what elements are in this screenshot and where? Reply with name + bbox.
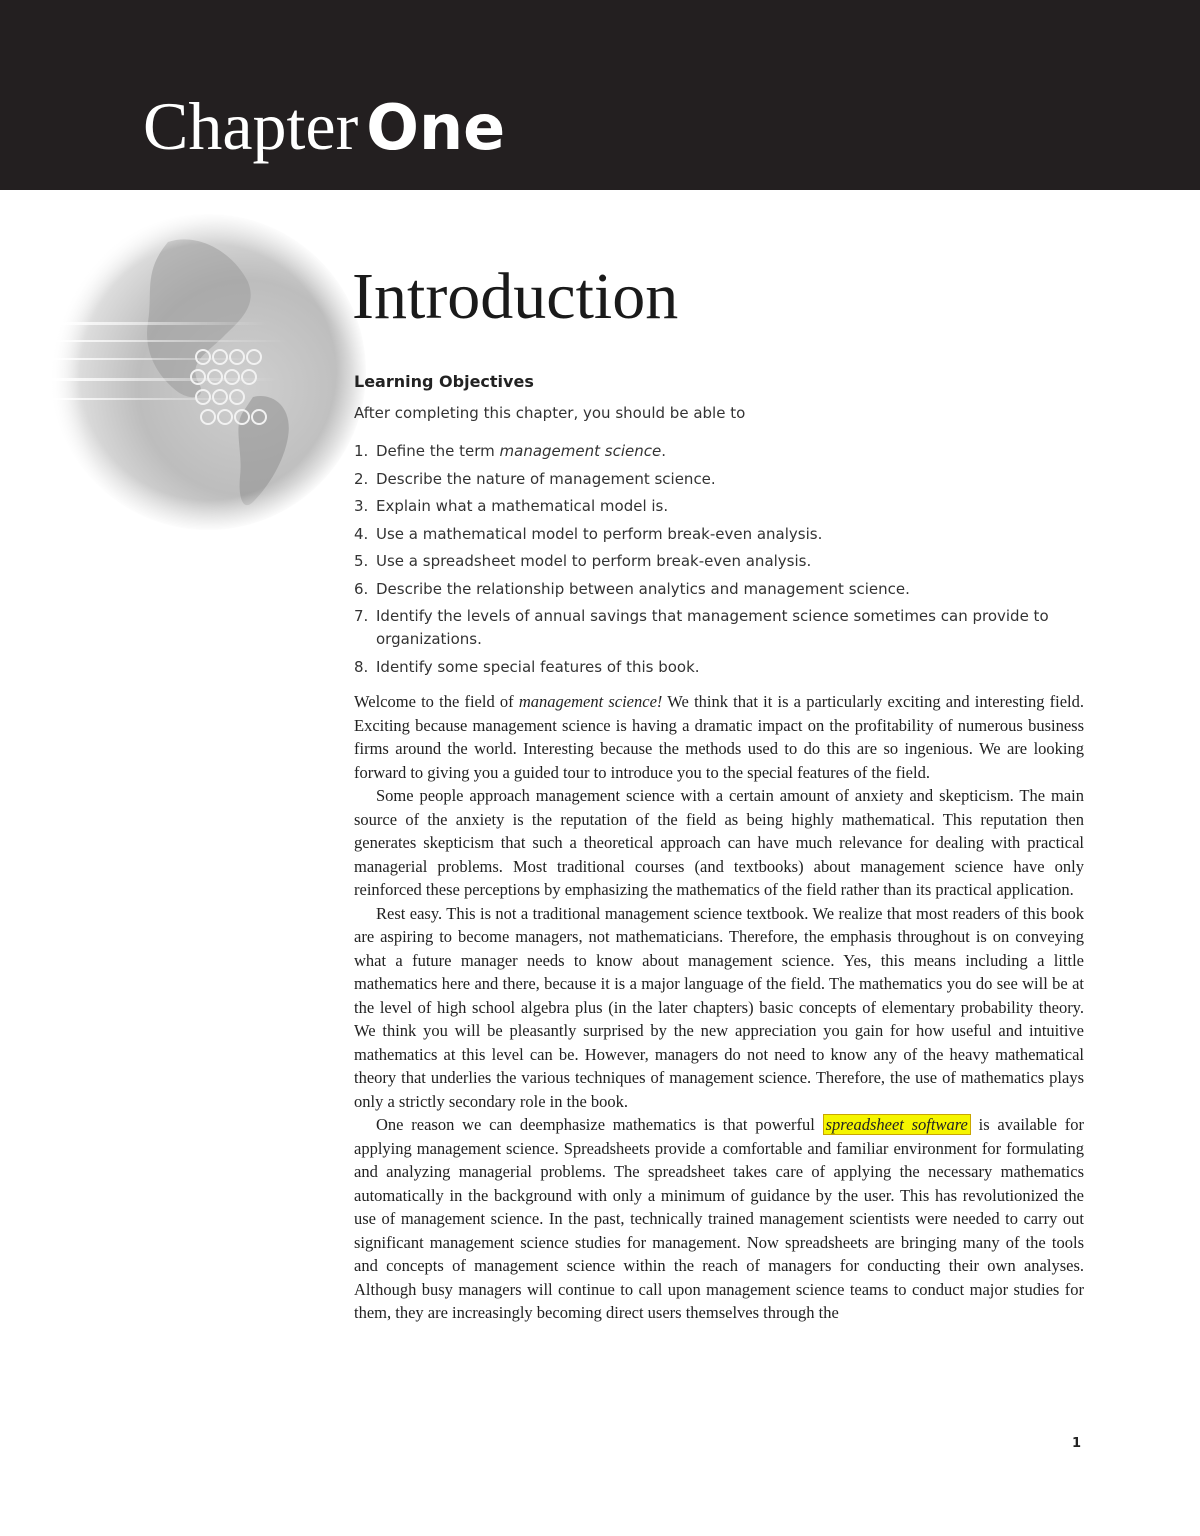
page-number: 1 xyxy=(1072,1436,1082,1451)
globe-image xyxy=(48,212,368,532)
objective-item xyxy=(354,578,1074,601)
objective-item xyxy=(354,605,1074,651)
objective-term: management science xyxy=(499,442,662,460)
objective-item xyxy=(354,523,1074,546)
objective-text: Describe the relationship between analytics and management science. xyxy=(376,579,910,598)
objective-text: Use a spreadsheet model to perform break-even analysis. xyxy=(376,552,812,570)
objective-text: Use a mathematical model to perform break-even analysis. xyxy=(376,524,823,543)
objective-number: 1. xyxy=(354,442,369,460)
section-title: Introduction xyxy=(352,260,679,333)
objective-number: 4. xyxy=(354,524,369,543)
objective-text: Identify some special features of this book. xyxy=(376,657,700,676)
objectives-heading: Learning Objectives xyxy=(354,372,534,391)
objective-text: Identify the levels of annual savings that management science sometimes can provide to organizations. xyxy=(376,607,1049,648)
chapter-number: One xyxy=(366,91,506,164)
objective-item xyxy=(354,468,1074,491)
objective-text: Describe the nature of management science. xyxy=(376,469,716,488)
globe-edge-fade xyxy=(48,212,368,532)
objective-number: 3. xyxy=(354,497,369,515)
objectives-lead: After completing this chapter, you should be able to xyxy=(354,404,746,422)
objective-item xyxy=(354,656,1074,679)
emphasis-term: management science! xyxy=(518,692,663,711)
chapter-word: Chapter xyxy=(143,88,359,164)
paragraph-1 xyxy=(354,690,1084,784)
highlighted-term: spreadsheet software xyxy=(823,1114,971,1135)
paragraph-text: is available for applying management science. Spreadsheets provide a comfortable and familiar environment for formulating and analyzing managerial problems. The spreadsheet takes care of applying the necessary mathematics automatically in the background with only a minimum of guidance by the user. This has revolutionized the use of management science. In the past, technically trained management scientists were needed to carry out significant management science studies for management. Now spreadsheets are bringing many of the tools and concepts of management science within the reach of managers for conducting their own analyses. Although busy managers will continue to call upon management science teams to conduct major studies for them, they are increasingly becoming direct users themselves through the xyxy=(354,1115,1084,1322)
objective-number: 7. xyxy=(354,607,369,625)
objective-item xyxy=(354,440,1074,463)
objective-number: 5. xyxy=(354,552,369,570)
objectives-list xyxy=(354,440,1074,683)
body-text xyxy=(354,690,1084,1325)
paragraph-2: Some people approach management science with a certain amount of anxiety and skepticism. The main source of the anxiety is the reputation of the field as being highly mathematical. This reputation then generates skepticism that such a theoretical approach can have much relevance for dealing with practical managerial problems. Most traditional courses (and textbooks) about management science have only reinforced these perceptions by emphasizing the mathematics of the field rather than its practical application. xyxy=(354,786,1084,899)
objective-text-end: . xyxy=(661,442,666,460)
objective-item xyxy=(354,495,1074,518)
objective-item xyxy=(354,550,1074,573)
objective-number: 2. xyxy=(354,469,369,488)
chapter-title xyxy=(143,88,506,164)
paragraph-text: We think that it is a particularly exciting and interesting field. Exciting because management science is having a dramatic impact on the profitability of numerous business firms around the world. Interesting because the methods used to do this are so ingenious. We are looking forward to giving you a guided tour to introduce you to the special features of the field. xyxy=(354,692,1085,782)
objective-text: Define the term xyxy=(376,442,500,460)
paragraph-3: Rest easy. This is not a traditional management science textbook. We realize that most readers of this book are aspiring to become managers, not mathematicians. Therefore, the emphasis throughout is on conveying what a future manager needs to know about management science. Yes, this means including a little mathematics here and there, because it is a major language of the field. The mathematics you do see will be at the level of high school algebra plus (in the later chapters) basic concepts of elementary probability theory. We think you will be pleasantly surprised by the new appreciation you gain for how useful and intuitive mathematics at this level can be. However, managers do not need to know any of the heavy mathematical theory that underlies the various techniques of management science. Therefore, the use of mathematics plays only a strictly secondary role in the book. xyxy=(354,903,1084,1111)
objective-number: 6. xyxy=(354,579,369,598)
paragraph-text: Welcome to the field of xyxy=(354,692,519,711)
paragraph-4 xyxy=(354,1113,1084,1325)
objective-text: Explain what a mathematical model is. xyxy=(376,497,669,515)
paragraph-text: One reason we can deemphasize mathematics is that powerful xyxy=(376,1115,823,1134)
chapter-banner xyxy=(0,0,1200,190)
objective-number: 8. xyxy=(354,657,369,676)
